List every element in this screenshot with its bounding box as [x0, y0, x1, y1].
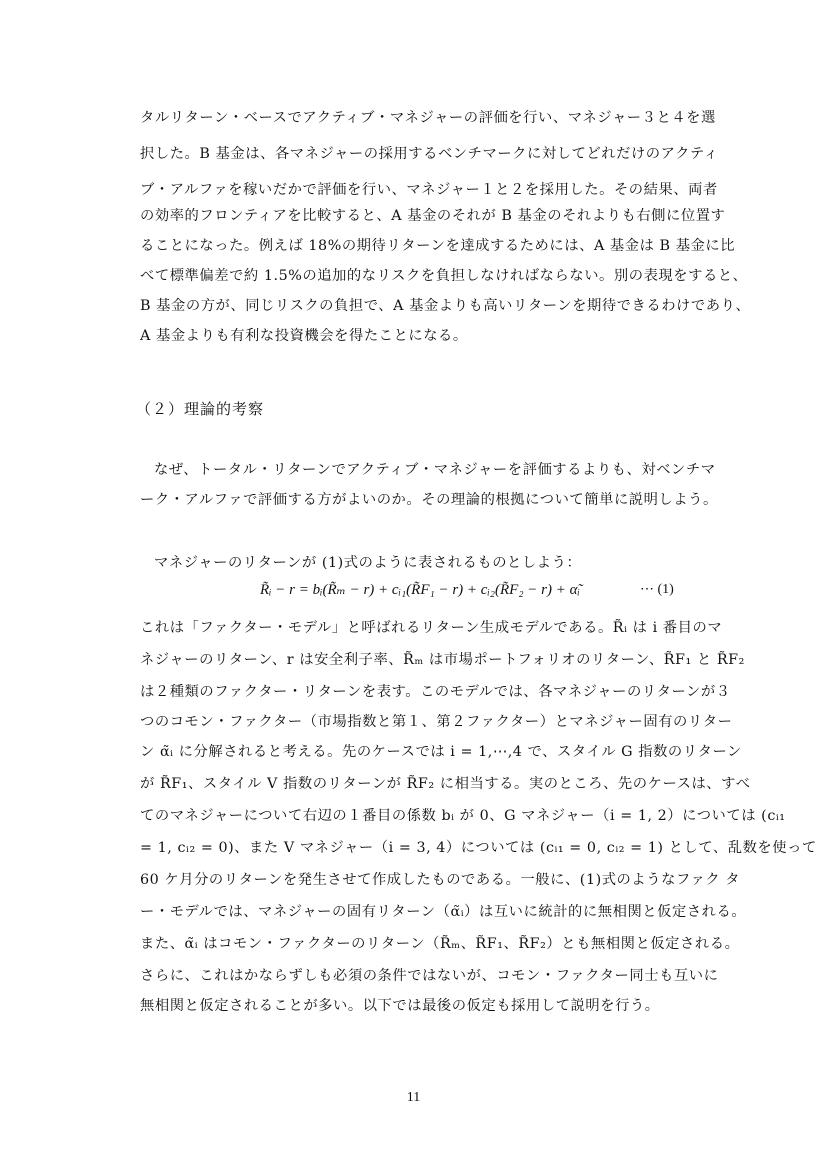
paragraph-1-line: A 基金よりも有利な投資機会を得たことになる。	[140, 328, 468, 344]
paragraph-3-line: = 1, cᵢ₂ = 0)、また V マネジャー（i = 3, 4）については (cᵢ₁ = 0, cᵢ₂ = 1) として、乱数を使って	[140, 840, 817, 856]
paragraph-3-line: ン α̃ᵢ に分解されると考える。先のケースでは i = 1,⋯,4 で、スタイル G 指数のリターン	[140, 744, 742, 760]
paragraph-1-line: ることになった。例えば 18%の期待リターンを達成するためには、A 基金は B 基金に比	[140, 238, 736, 254]
paragraph-3-line: 無相関と仮定されることが多い。以下では最後の仮定も採用して説明を行う。	[140, 998, 660, 1014]
paragraph-2-line: ーク・アルファで評価する方がよいのか。その理論的根拠について簡単に説明しよう。	[140, 492, 718, 508]
equation-number: ⋯ (1)	[640, 582, 674, 597]
paragraph-3-line: ー・モデルでは、マネジャーの固有リターン（α̃ᵢ）は互いに統計的に無相関と仮定される。	[140, 904, 747, 920]
paragraph-1-line: B 基金の方が、同じリスクの負担で、A 基金よりも高いリターンを期待できるわけであり、	[140, 298, 751, 314]
paragraph-3-line: は２種類のファクター・リターンを表す。このモデルでは、各マネジャーのリターンが３	[140, 684, 731, 700]
paragraph-3-line: が R̃F₁、スタイル V 指数のリターンが R̃F₂ に相当する。実のところ、先のケースは、すべ	[140, 776, 751, 792]
paragraph-3-line: また、α̃ᵢ はコモン・ファクターのリターン（R̃ₘ、R̃F₁、R̃F₂）とも無相関と仮定される。	[140, 936, 740, 952]
paragraph-3-line: てのマネジャーについて右辺の１番目の係数 bᵢ が 0、G マネジャー（i = 1, 2）については (cᵢ₁	[140, 808, 786, 824]
paragraph-1-line: の効率的フロンティアを比較すると、A 基金のそれが B 基金のそれよりも右側に位置す	[140, 208, 726, 224]
equation-1: R̃ᵢ − r = bᵢ(R̃ₘ − r) + cᵢ₁(R̃F₁ − r) + cᵢ₂(R̃F₂ − r) + α̃ᵢ	[260, 582, 580, 598]
paragraph-3-line: これは「ファクター・モデル」と呼ばれるリターン生成モデルである。R̃ᵢ は i 番目のマ	[140, 620, 723, 636]
paragraph-1-line: 択した。B 基金は、各マネジャーの採用するベンチマークに対してどれだけのアクティ	[140, 146, 719, 162]
paragraph-1-line: べて標準偏差で約 1.5%の追加的なリスクを負担しなければならない。別の表現をすると、	[140, 268, 748, 284]
paragraph-2-line: なぜ、トータル・リターンでアクティブ・マネジャーを評価するよりも、対ベンチマ	[154, 462, 716, 478]
equation-intro: マネジャーのリターンが (1)式のように表されるものとしよう：	[154, 555, 582, 571]
paragraph-3-line: さらに、これはかならずしも必須の条件ではないが、コモン・ファクター同士も互いに	[140, 968, 719, 984]
paragraph-3-line: つのコモン・ファクター（市場指数と第１、第２ファクター）とマネジャー固有のリター	[140, 714, 733, 730]
paragraph-3-line: 60 ケ月分のリターンを発生させて作成したものである。一般に、(1)式のようなファク タ	[140, 872, 741, 888]
section-heading: （２）理論的考察	[136, 400, 265, 418]
paragraph-1-line: タルリターン・ベースでアクティブ・マネジャーの評価を行い、マネジャー３と４を選	[140, 110, 716, 126]
paragraph-3-line: ネジャーのリターン、r は安全利子率、R̃ₘ は市場ポートフォリオのリターン、R̃F₁ と R̃F₂	[140, 652, 745, 668]
paragraph-1-line: ブ・アルファを稼いだかで評価を行い、マネジャー１と２を採用した。その結果、両者	[140, 182, 718, 198]
page-number: 11	[406, 1090, 421, 1105]
